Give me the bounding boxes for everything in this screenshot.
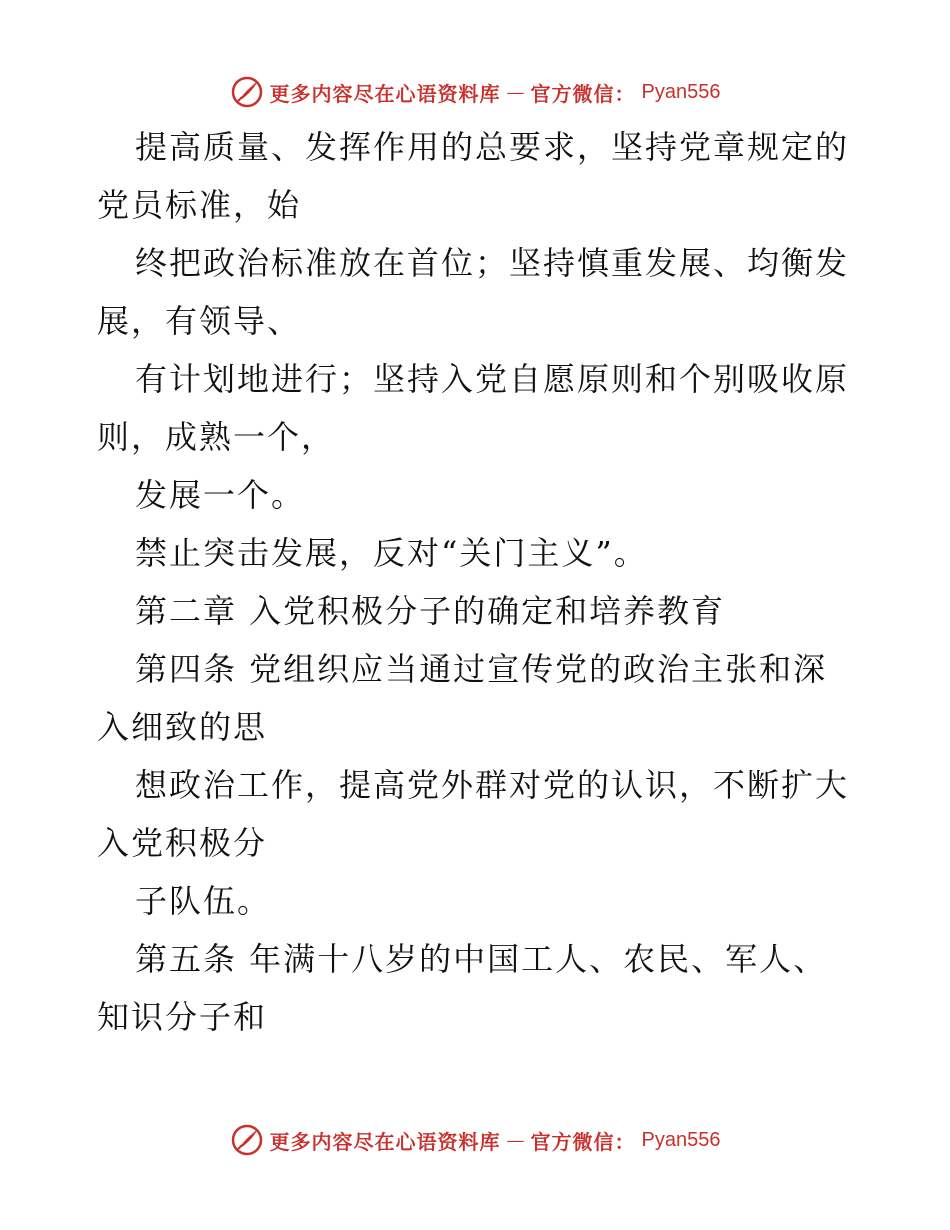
- text-line: 发展一个。: [135, 476, 306, 514]
- watermark-dash: —: [506, 1129, 525, 1151]
- text-line: 第五条 年满十八岁的中国工人、农民、军人、: [135, 940, 828, 978]
- watermark-wechat-id: Pyan556: [641, 80, 721, 103]
- text-line: 终把政治标准放在首位；坚持慎重发展、均衡发: [135, 244, 850, 282]
- text-line: 子队伍。: [135, 882, 272, 920]
- text-line: 知识分子和: [97, 998, 268, 1036]
- text-line: 入党积极分: [97, 824, 268, 862]
- watermark-dash: —: [506, 81, 525, 103]
- watermark-wechat-label: 官方微信：: [530, 81, 636, 106]
- text-line: 有计划地进行；坚持入党自愿原则和个别吸收原: [135, 360, 850, 398]
- text-line: 入细致的思: [97, 708, 268, 746]
- text-line: 禁止突击发展，反对“关门主义”。: [135, 534, 648, 572]
- text-line: 第四条 党组织应当通过宣传党的政治主张和深: [135, 650, 828, 688]
- text-line: 提高质量、发挥作用的总要求，坚持党章规定的: [135, 128, 850, 166]
- watermark-text: 更多内容尽在心语资料库: [269, 81, 501, 106]
- feather-pen-logo-icon: [230, 1123, 264, 1157]
- text-line: 党员标准，始: [97, 186, 302, 224]
- text-line: 想政治工作，提高党外群对党的认识，不断扩大: [135, 766, 850, 804]
- watermark-text: 更多内容尽在心语资料库: [269, 1129, 501, 1154]
- footer-watermark-banner: [0, 1120, 950, 1160]
- text-line: 则，成熟一个，: [97, 418, 336, 456]
- text-line: 展，有领导、: [97, 302, 302, 340]
- watermark-wechat-id: Pyan556: [641, 1128, 721, 1151]
- watermark-wechat-label: 官方微信：: [530, 1129, 636, 1154]
- chapter-heading: 第二章 入党积极分子的确定和培养教育: [135, 592, 726, 630]
